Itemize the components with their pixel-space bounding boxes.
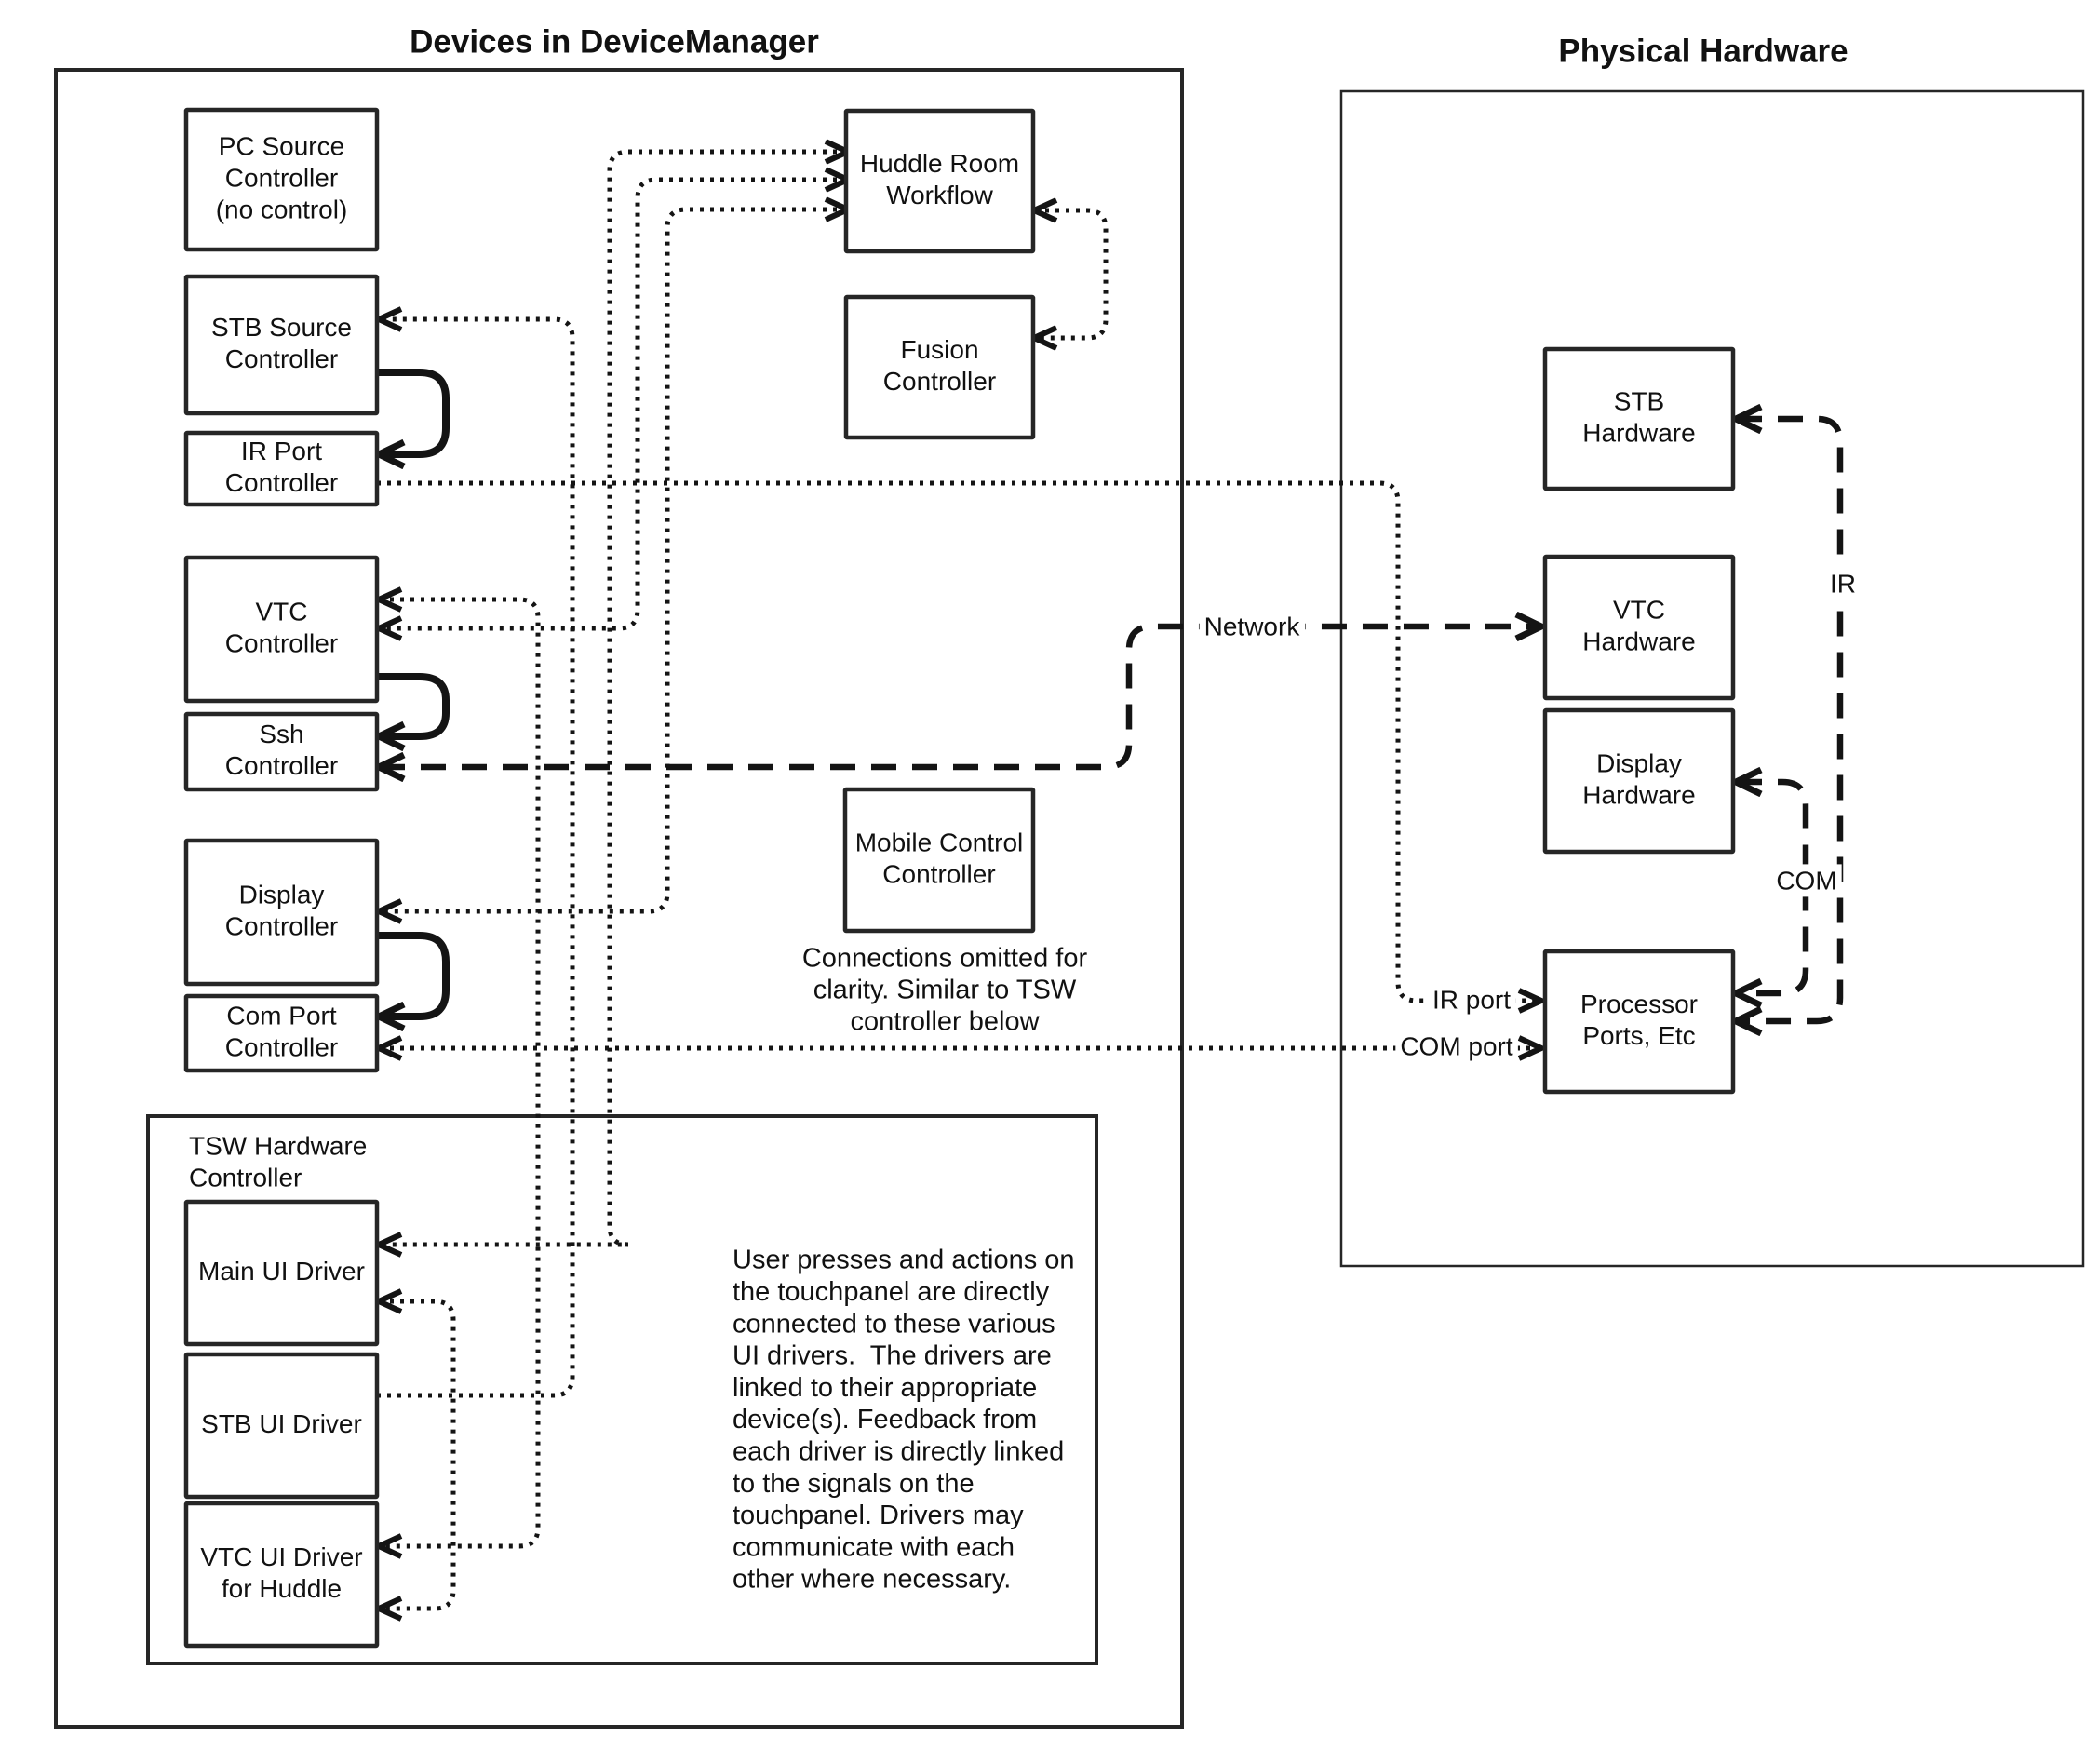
edge-vtcctrl-vtcui <box>380 599 538 1546</box>
edge-stbui-stbsource <box>377 319 572 1395</box>
com-port-label: COM port <box>1400 1031 1513 1061</box>
pc-source-controller-label-line: PC Source <box>218 131 345 161</box>
display-hardware-label-line: Hardware <box>1582 780 1696 810</box>
tsw-note-line: to the signals on the <box>733 1468 975 1499</box>
processor-ports-label-line: Ports, Etc <box>1582 1020 1696 1050</box>
huddle-room-workflow-label-line: Workflow <box>886 180 993 209</box>
tsw-note-line: communicate with each <box>733 1532 1015 1563</box>
edge-huddle-displayctrl <box>380 209 847 911</box>
pc-source-controller-label-line: Controller <box>224 163 339 193</box>
com-port-controller-label-line: Com Port <box>226 1001 337 1030</box>
tsw-note <box>733 1246 1075 1595</box>
pc-source-controller-label <box>216 131 348 223</box>
ir-label: IR <box>1830 569 1856 599</box>
stb-source-controller-label-line: Controller <box>224 343 339 373</box>
edge-mainui-vtcui <box>380 1301 453 1609</box>
vtc-hardware-label-line: VTC <box>1613 595 1665 625</box>
ir-port-label: IR port <box>1432 985 1512 1015</box>
network-label-group <box>1200 610 1306 642</box>
vtc-ui-driver-label-line: VTC UI Driver <box>200 1542 363 1571</box>
edge-stbhw-processor-ir <box>1737 419 1840 1021</box>
edge-vtcctrl-ssh <box>377 677 446 736</box>
tsw-note-line: the touchpanel are directly <box>733 1276 1050 1307</box>
huddle-room-workflow-label-line: Huddle Room <box>859 148 1020 178</box>
vtc-controller-label-line: VTC <box>255 597 308 626</box>
edge-huddle-mainui <box>380 152 847 1245</box>
tsw-hardware-controller-container-label-line: Controller <box>189 1163 302 1192</box>
edge-stbsource-irport <box>377 372 446 454</box>
fusion-controller-label-line: Controller <box>882 366 997 396</box>
devicemanager-title: Devices in DeviceManager <box>410 23 819 61</box>
ir-label-group <box>1825 567 1861 599</box>
com-label: COM <box>1776 866 1837 895</box>
mobile-note-line: Connections omitted for <box>801 943 1088 974</box>
display-controller-label-line: Controller <box>224 911 339 941</box>
stb-hardware-label-line: Hardware <box>1582 418 1696 448</box>
vtc-controller-label-line: Controller <box>224 628 339 658</box>
tsw-note-line: other where necessary. <box>733 1564 1012 1595</box>
tsw-hardware-controller-container-label-line: TSW Hardware <box>189 1131 368 1161</box>
mobile-note <box>802 944 1088 1037</box>
main-ui-driver-label-line: Main UI Driver <box>198 1256 365 1286</box>
display-controller-label-line: Display <box>238 880 325 909</box>
stb-hardware-label-line: STB <box>1613 386 1665 416</box>
fusion-controller-label-line: Fusion <box>900 334 979 364</box>
tsw-note-line: touchpanel. Drivers may <box>733 1501 1024 1531</box>
tsw-note-line: User presses and actions on <box>733 1245 1075 1275</box>
tsw-note-line: UI drivers. The drivers are <box>733 1340 1052 1371</box>
tsw-note-line: linked to their appropriate <box>733 1372 1038 1403</box>
com-port-label-group <box>1395 1030 1518 1062</box>
main-ui-driver-label <box>198 1257 365 1286</box>
tsw-note-line: each driver is directly linked <box>733 1436 1065 1467</box>
ir-port-controller-label-line: Controller <box>224 467 339 497</box>
stb-ui-driver-label-line: STB UI Driver <box>201 1408 362 1438</box>
ir-port-controller-label-line: IR Port <box>240 436 323 465</box>
ir-port-label-group <box>1428 983 1515 1016</box>
edge-huddle-vtcctrl <box>380 180 847 628</box>
stb-source-controller-label-line: STB Source <box>211 312 352 342</box>
tsw-hardware-controller-container-label <box>189 1131 367 1192</box>
processor-ports-label-line: Processor <box>1579 989 1699 1018</box>
mobile-note-line: clarity. Similar to TSW <box>813 975 1077 1005</box>
edge-huddle-fusion <box>1035 210 1106 338</box>
pc-source-controller-label-line: (no control) <box>215 195 348 224</box>
com-port-controller-label-line: Controller <box>224 1032 339 1062</box>
com-label-group <box>1771 864 1841 896</box>
stb-ui-driver-label <box>201 1409 362 1438</box>
display-hardware-label-line: Display <box>1596 748 1682 778</box>
vtc-hardware-label-line: Hardware <box>1582 626 1696 656</box>
tsw-note-line: connected to these various <box>733 1309 1055 1340</box>
mobile-note-line: controller below <box>850 1006 1040 1037</box>
mobile-control-controller-label-line: Mobile Control <box>854 828 1024 857</box>
tsw-note-line: device(s). Feedback from <box>733 1405 1038 1435</box>
ssh-controller-label-line: Ssh <box>259 719 304 748</box>
vtc-ui-driver-label-line: for Huddle <box>221 1573 343 1603</box>
network-label: Network <box>1203 612 1300 641</box>
edge-displayctrl-comport <box>377 936 446 1017</box>
edge-ssh-vtchw-network <box>380 626 1540 767</box>
mobile-control-controller-label-line: Controller <box>882 859 996 889</box>
ssh-controller-label-line: Controller <box>224 750 339 780</box>
physical-hardware-title: Physical Hardware <box>1558 33 1848 70</box>
